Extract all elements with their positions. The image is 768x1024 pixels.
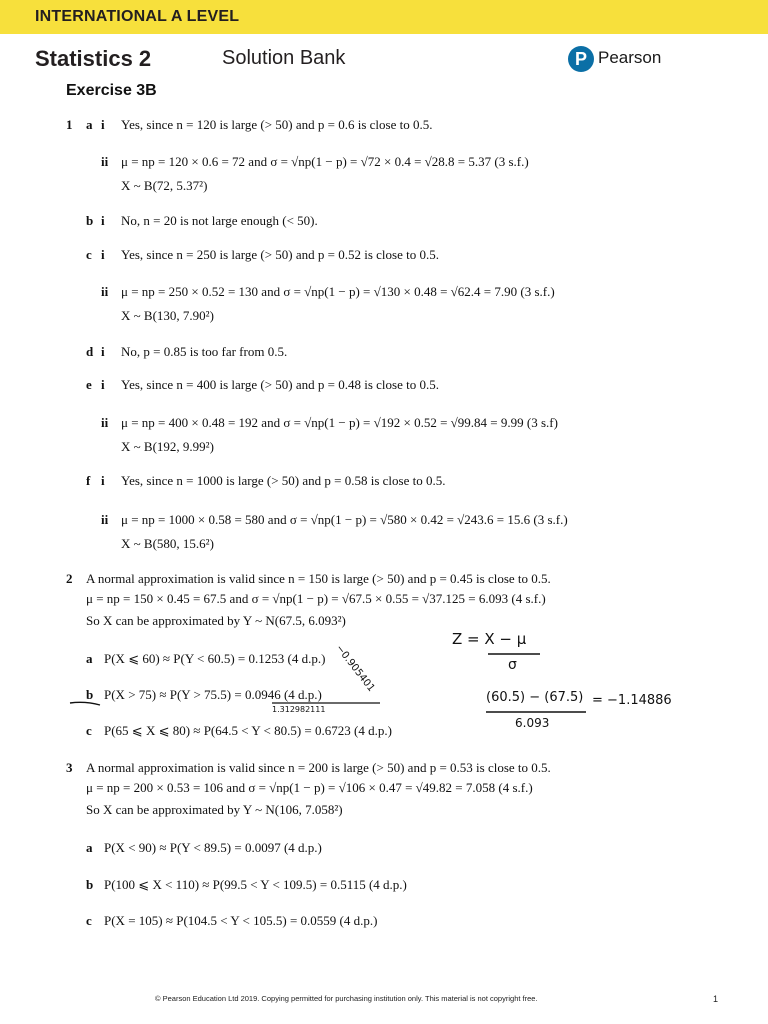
- answer-line: P(65 ⩽ X ⩽ 80) ≈ P(64.5 < Y < 80.5) = 0.6723 (4 d.p.): [104, 723, 392, 738]
- answer-line: X ~ B(130, 7.90²): [121, 308, 214, 323]
- question-number: 3: [66, 760, 73, 775]
- subpart-label: ii: [101, 284, 109, 299]
- brand-name: Pearson: [598, 48, 662, 67]
- answer-line: X ~ B(580, 15.6²): [121, 536, 214, 551]
- subpart-label: i: [101, 473, 105, 488]
- answer-line: So X can be approximated by Y ~ N(67.5, 6.093²): [86, 613, 346, 628]
- part-label: c: [86, 913, 92, 928]
- page-number: 1: [713, 994, 719, 1004]
- answer-line: P(X > 75) ≈ P(Y > 75.5) = 0.0946 (4 d.p.): [104, 687, 322, 702]
- part-label: b: [86, 213, 94, 228]
- handwritten-note: −0.905401: [333, 643, 377, 694]
- answer-line: μ = np = 150 × 0.45 = 67.5 and σ = √np(1 − p) = √67.5 × 0.55 = √37.125 = 6.093 (4 s.f.): [86, 591, 546, 606]
- pearson-icon: P: [568, 46, 594, 72]
- answer-line: X ~ B(72, 5.37²): [121, 178, 208, 193]
- part-label: e: [86, 377, 92, 392]
- answer-line: Yes, since n = 400 is large (> 50) and p = 0.48 is close to 0.5.: [121, 377, 439, 392]
- answer-line: No, n = 20 is not large enough (< 50).: [121, 213, 318, 228]
- answer-line: Yes, since n = 120 is large (> 50) and p = 0.6 is close to 0.5.: [121, 117, 433, 132]
- part-label: a: [86, 840, 93, 855]
- subpart-label: ii: [101, 415, 109, 430]
- answer-line: μ = np = 1000 × 0.58 = 580 and σ = √np(1 − p) = √580 × 0.42 = √243.6 = 15.6 (3 s.f.): [121, 512, 568, 527]
- handwritten-calc: 6.093: [515, 716, 550, 730]
- answer-line: P(X = 105) ≈ P(104.5 < Y < 105.5) = 0.0559 (4 d.p.): [104, 913, 378, 928]
- book-subtitle: Solution Bank: [222, 47, 346, 69]
- answer-line: P(X ⩽ 60) ≈ P(Y < 60.5) = 0.1253 (4 d.p.): [104, 651, 326, 666]
- handwritten-formula: σ: [508, 657, 517, 673]
- subpart-label: i: [101, 377, 105, 392]
- part-label: f: [86, 473, 91, 488]
- answer-line: X ~ B(192, 9.99²): [121, 439, 214, 454]
- answer-line: μ = np = 200 × 0.53 = 106 and σ = √np(1 − p) = √106 × 0.47 = √49.82 = 7.058 (4 s.f.): [86, 780, 533, 795]
- copyright-notice: © Pearson Education Ltd 2019. Copying permitted for purchasing institution only. This material is not copyright free.: [155, 994, 538, 1003]
- question-number: 1: [66, 117, 73, 132]
- book-title: Statistics 2: [35, 46, 152, 71]
- level-label: INTERNATIONAL A LEVEL: [35, 8, 240, 25]
- answer-line: A normal approximation is valid since n = 150 is large (> 50) and p = 0.45 is close to 0.5.: [86, 571, 551, 586]
- answer-line: Yes, since n = 1000 is large (> 50) and p = 0.58 is close to 0.5.: [121, 473, 446, 488]
- answer-line: P(X < 90) ≈ P(Y < 89.5) = 0.0097 (4 d.p.): [104, 840, 322, 855]
- subpart-label: ii: [101, 512, 109, 527]
- subpart-label: i: [101, 213, 105, 228]
- part-label: b: [86, 687, 94, 702]
- answer-line: μ = np = 400 × 0.48 = 192 and σ = √np(1 − p) = √192 × 0.52 = √99.84 = 9.99 (3 s.f): [121, 415, 558, 430]
- answer-line: Yes, since n = 250 is large (> 50) and p = 0.52 is close to 0.5.: [121, 247, 439, 262]
- handwritten-calc: = −1.14886: [592, 693, 672, 708]
- part-label: c: [86, 723, 92, 738]
- answer-line: A normal approximation is valid since n = 200 is large (> 50) and p = 0.53 is close to 0.5.: [86, 760, 551, 775]
- subpart-label: i: [101, 117, 105, 132]
- subpart-label: ii: [101, 154, 109, 169]
- margin-stroke: [70, 702, 100, 705]
- answer-line: μ = np = 120 × 0.6 = 72 and σ = √np(1 − p) = √72 × 0.4 = √28.8 = 5.37 (3 s.f.): [121, 154, 529, 169]
- part-label: a: [86, 651, 93, 666]
- handwritten-note: 1.312982111: [272, 705, 326, 714]
- answer-line: P(100 ⩽ X < 110) ≈ P(99.5 < Y < 109.5) = 0.5115 (4 d.p.): [104, 877, 407, 892]
- part-label: a: [86, 117, 93, 132]
- answer-line: So X can be approximated by Y ~ N(106, 7.058²): [86, 802, 343, 817]
- part-label: b: [86, 877, 94, 892]
- question-number: 2: [66, 571, 73, 586]
- exercise-title: Exercise 3B: [66, 82, 157, 99]
- part-label: c: [86, 247, 92, 262]
- handwritten-calc: (60.5) − (67.5): [486, 690, 584, 705]
- answer-line: No, p = 0.85 is too far from 0.5.: [121, 344, 288, 359]
- part-label: d: [86, 344, 94, 359]
- answer-line: μ = np = 250 × 0.52 = 130 and σ = √np(1 − p) = √130 × 0.48 = √62.4 = 7.90 (3 s.f.): [121, 284, 555, 299]
- subpart-label: i: [101, 247, 105, 262]
- subpart-label: i: [101, 344, 105, 359]
- handwritten-formula: Z = X − μ: [452, 630, 527, 648]
